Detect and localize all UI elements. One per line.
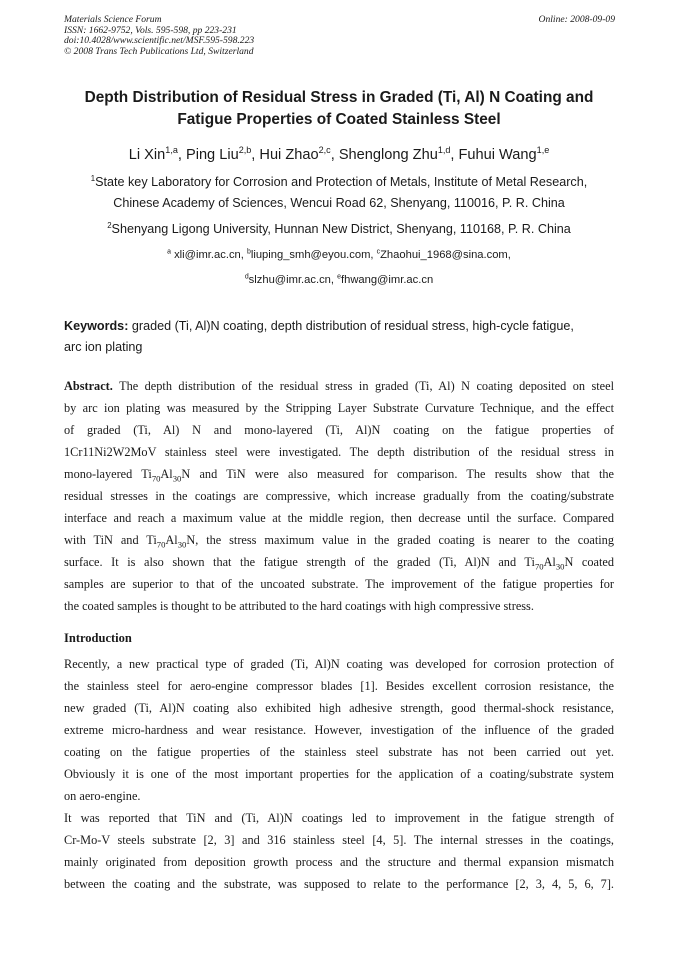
abstract-line: interface and reach a maximum value at the middle region, then decrease until the surface. Compared	[64, 511, 614, 525]
abstract-line	[64, 551, 614, 573]
copyright-line: © 2008 Trans Tech Publications Ltd, Switzerland	[64, 45, 254, 57]
subscript: 30	[555, 561, 565, 572]
abstract-line	[64, 463, 614, 485]
author-name: Ping Liu	[185, 147, 239, 163]
abstract-line: residual stresses in the coatings are compressive, which increase gradually from the coating/substrate	[64, 489, 614, 503]
email-sup: b	[246, 248, 251, 256]
author-name: Hui Zhao	[259, 147, 319, 163]
affiliation-text: Shenyang Ligong University, Hunnan New District, Shenyang, 110168, P. R. China	[111, 222, 571, 236]
subscript: 70	[156, 539, 166, 550]
email-sup: c	[376, 248, 381, 256]
abstract-line: samples are superior to that of the uncoated substrate. The improvement of the fatigue properties for	[64, 577, 614, 591]
text-run: mono-layered Ti	[64, 467, 152, 481]
affiliation-1	[40, 172, 638, 214]
subscript: 30	[172, 473, 182, 484]
email-link[interactable]: slzhu@imr.ac.cn,	[248, 274, 338, 286]
doi-line[interactable]: doi:10.4028/www.scientific.net/MSF.595-598.223	[64, 35, 255, 47]
abstract-line: The depth distribution of the residual stress in graded (Ti, Al) N coating deposited on steel	[112, 379, 614, 393]
paper-title	[40, 87, 638, 131]
abstract-line: the coated samples is thought to be attributed to the hard coatings with high compressive stress.	[64, 599, 534, 613]
abstract-line: of graded (Ti, Al) N and mono-layered (Ti, Al)N coating on the fatigue properties of	[64, 423, 614, 437]
abstract-line: 1Cr11Ni2W2MoV stainless steel were investigated. The depth distribution of the residual stress in	[64, 445, 614, 459]
keywords-label: Keywords:	[64, 319, 129, 333]
affiliation-sup: 1	[90, 173, 96, 183]
introduction-paragraph-2	[64, 807, 614, 895]
author-sup: 1,e	[536, 145, 550, 156]
keywords-text: arc ion plating	[64, 340, 143, 354]
paragraph-line: new graded (Ti, Al)N coating also exhibited high adhesive strength, good thermal-shock resistance,	[64, 701, 614, 715]
online-date: Online: 2008-09-09	[538, 14, 615, 25]
author-name: Fuhui Wang	[458, 147, 537, 163]
keywords-text: graded (Ti, Al)N coating, depth distribution of residual stress, high-cycle fatigue,	[128, 319, 574, 333]
paragraph-line: Obviously it is one of the most important properties for the application of a coating/substrate system	[64, 767, 614, 781]
email-sup: e	[337, 273, 341, 281]
journal-header	[64, 15, 254, 57]
text-run: N and TiN were also measured for comparison. The results show that the	[181, 467, 614, 481]
paragraph-line: It was reported that TiN and (Ti, Al)N coatings led to improvement in the fatigue strength of	[64, 811, 614, 825]
paragraph-line: Cr-Mo-V steels substrate [2, 3] and 316 stainless steel [4, 5]. The internal stresses in the coatings,	[64, 833, 614, 847]
journal-name: Materials Science Forum	[64, 14, 162, 25]
keywords-section	[64, 316, 616, 358]
author-sup: 2,c	[318, 145, 331, 156]
issn-line: ISSN: 1662-9752, Vols. 595-598, pp 223-231	[64, 24, 237, 36]
paragraph-line: on aero-engine.	[64, 789, 141, 803]
abstract-line	[64, 529, 614, 551]
author-sup: 1,d	[437, 145, 451, 156]
text-run: Al	[543, 555, 556, 569]
text-run: Al	[160, 467, 173, 481]
email-sup: d	[244, 273, 249, 281]
email-sup: a	[167, 248, 171, 256]
subscript: 70	[151, 473, 161, 484]
author-sup: 1,a	[165, 145, 178, 156]
email-link[interactable]: fhwang@imr.ac.cn	[340, 274, 434, 286]
subscript: 70	[534, 561, 544, 572]
abstract-line: by arc ion plating was measured by the Stripping Layer Substrate Curvature Technique, and the effect	[64, 401, 614, 415]
title-line-1: Depth Distribution of Residual Stress in Graded (Ti, Al) N Coating and	[84, 89, 594, 106]
text-run: surface. It is also shown that the fatigue strength of the graded (Ti, Al)N and Ti	[64, 555, 535, 569]
affiliation-text: Chinese Academy of Sciences, Wencui Road 62, Shenyang, 110016, P. R. China	[113, 196, 565, 210]
author-name: Shenglong Zhu	[338, 147, 438, 163]
paragraph-line: between the coating and the substrate, was supposed to relate to the performance [2, 3, 4, 5, 6, 7].	[64, 877, 614, 891]
paragraph-line: extreme micro-hardness and wear resistance. However, investigation of the influence of the graded	[64, 723, 614, 737]
affiliation-text: State key Laboratory for Corrosion and Protection of Metals, Institute of Metal Research,	[95, 175, 588, 189]
text-run: N coated	[564, 555, 615, 569]
email-link[interactable]: xli@imr.ac.cn,	[170, 249, 247, 261]
subscript: 30	[177, 539, 187, 550]
paragraph-line: Recently, a new practical type of graded (Ti, Al)N coating was developed for corrosion protection of	[64, 657, 614, 671]
email-link[interactable]: Zhaohui_1968@sina.com,	[380, 249, 511, 261]
introduction-paragraph-1	[64, 653, 614, 807]
paragraph-line: the stainless steel for aero-engine compressor blades [1]. Besides excellent corrosion resistance, the	[64, 679, 614, 693]
author-name: Li Xin	[128, 147, 166, 163]
email-list	[40, 243, 638, 293]
abstract-label: Abstract.	[64, 379, 113, 393]
author-list: Li Xin$^{1,a}$, Ping Liu$^{2,b}$, Hui Zhao$^{2,c}$, Shenglong Zhu$^{1,d}$, Fuhui Wang$^{1,e}$	[128, 145, 550, 163]
abstract-paragraph	[64, 375, 614, 617]
text-run: N, the stress maximum value in the graded coating is nearer to the coating	[186, 533, 614, 547]
affiliation-2	[40, 219, 638, 240]
text-run: Al	[165, 533, 178, 547]
email-link[interactable]: liuping_smh@eyou.com,	[250, 249, 377, 261]
paragraph-line: mainly originated from deposition growth process and the structure and thermal expansion mismatch	[64, 855, 614, 869]
author-sup: 2,b	[238, 145, 252, 156]
introduction-heading: Introduction	[64, 631, 132, 645]
text-run: with TiN and Ti	[64, 533, 157, 547]
title-line-2: Fatigue Properties of Coated Stainless Steel	[177, 111, 501, 128]
paragraph-line: coating on the fatigue properties of the stainless steel substrate has not been carried out yet.	[64, 745, 614, 759]
affiliation-sup: 2	[107, 220, 112, 230]
